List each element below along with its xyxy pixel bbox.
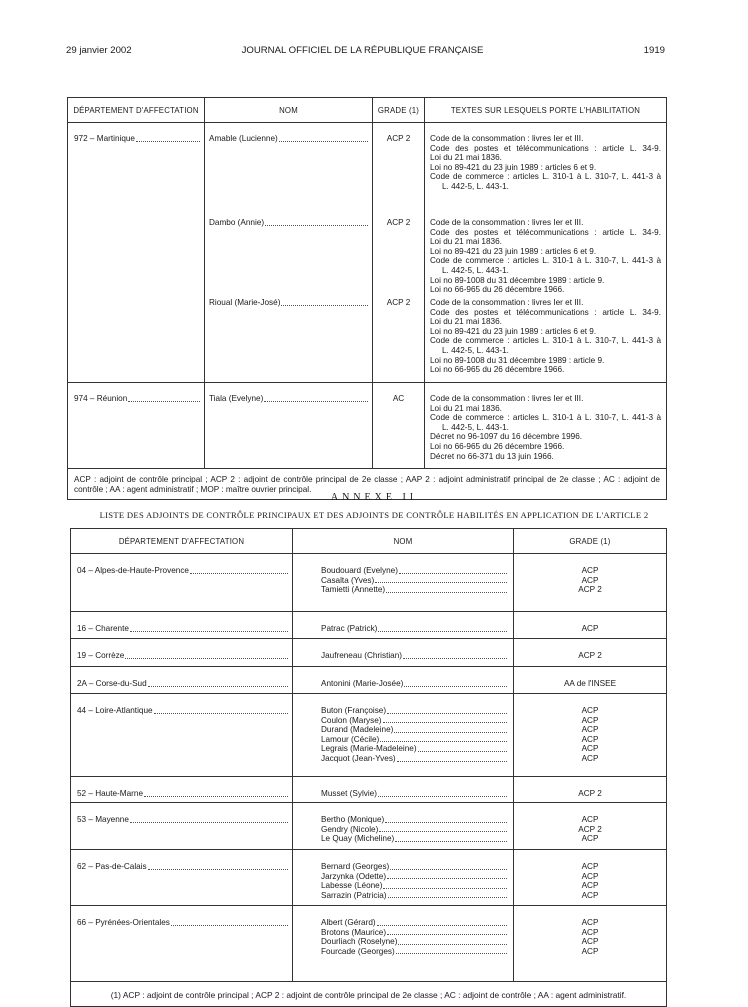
person-name: Brotons (Maurice)	[321, 927, 387, 937]
grade-cell	[373, 383, 425, 469]
table-row	[71, 850, 667, 906]
texte-line: L. 442-5, L. 443-1.	[442, 345, 509, 355]
table-header-row	[71, 529, 667, 554]
texte-line: Loi no 66-965 du 26 décembre 1966.	[430, 365, 565, 375]
person-name: Buton (Françoise)	[321, 706, 387, 715]
nom-cell	[293, 777, 514, 803]
texte-line: L. 442-5, L. 443-1.	[442, 422, 509, 432]
person-name: Jacquot (Jean-Yves)	[321, 753, 396, 763]
person-grade: ACP	[581, 815, 599, 824]
departement-label: 04 – Alpes-de-Haute-Provence	[77, 566, 189, 575]
table-row	[71, 667, 667, 694]
texte-line: Loi du 21 mai 1836.	[430, 153, 502, 163]
col-header-nom: NOM	[205, 98, 373, 123]
departement-cell	[71, 803, 293, 850]
nom-cell	[293, 694, 514, 777]
journal-title: JOURNAL OFFICIEL DE LA RÉPUBLIQUE FRANÇAISE	[241, 45, 484, 56]
grade-cell	[514, 639, 667, 667]
textes-block	[430, 134, 661, 218]
person-name: Le Quay (Micheline)	[321, 834, 395, 844]
person-grade: ACP	[581, 725, 599, 735]
person-name: Bernard (Georges)	[321, 862, 390, 871]
textes-cell	[425, 123, 667, 383]
person-grade: ACP 2	[386, 134, 411, 143]
person-name: Casalta (Yves)	[321, 575, 375, 585]
person-name: Gendry (Nicole)	[321, 824, 379, 834]
departement-label: 52 – Haute-Marne	[77, 789, 143, 798]
person-name: Jarzynka (Odette)	[321, 871, 387, 881]
person-name: Fourcade (Georges)	[321, 946, 395, 956]
departement-cell	[71, 850, 293, 906]
col-header-nom: NOM	[293, 529, 514, 554]
table-row	[71, 803, 667, 850]
texte-line: Code des postes et télécommunications : article L. 34-9.	[430, 143, 661, 153]
person-name: Coulon (Maryse)	[321, 715, 382, 725]
footnote-row	[71, 982, 667, 1007]
grade-cell	[514, 803, 667, 850]
person-grade: ACP 2	[578, 824, 602, 834]
nom-cell	[293, 554, 514, 612]
person-name: Antonini (Marie-Josée)	[321, 679, 404, 688]
grade-cell	[514, 554, 667, 612]
person-name: Dourliach (Roselyne)	[321, 937, 398, 947]
page-number: 1919	[643, 45, 665, 56]
person-grade: ACP 2	[578, 651, 602, 660]
table-row	[71, 554, 667, 612]
person-name: Tiala (Evelyne)	[209, 394, 264, 403]
departement-label: 44 – Loire-Atlantique	[77, 706, 153, 715]
person-name: Boudouard (Evelyne)	[321, 566, 398, 575]
grade-cell	[514, 667, 667, 694]
texte-line: Code des postes et télécommunications : article L. 34-9.	[430, 227, 661, 237]
col-header-textes: TEXTES SUR LESQUELS PORTE L'HABILITATION	[425, 98, 667, 123]
habilitation-table	[67, 97, 667, 500]
person-grade: ACP	[581, 937, 599, 947]
departement-cell	[71, 554, 293, 612]
departement-cell	[71, 694, 293, 777]
annexe-title: ANNEXE II	[330, 492, 418, 503]
annexe-subtitle: LISTE DES ADJOINTS DE CONTRÔLE PRINCIPAUX ET DES ADJOINTS DE CONTRÔLE HABILITÉS EN APPLICATION DE L'ARTICLE 2	[99, 510, 649, 520]
grade-cell	[514, 777, 667, 803]
texte-line: Loi no 66-965 du 26 décembre 1966.	[430, 441, 565, 451]
person-grade: ACP 2	[578, 789, 602, 798]
person-name: Amable (Lucienne)	[209, 134, 278, 143]
departement-label: 19 – Corrèze	[77, 651, 125, 660]
person-name: Lamour (Cécile)	[321, 734, 380, 744]
textes-cell	[425, 383, 667, 469]
texte-line: Loi no 89-421 du 23 juin 1989 : articles 6 et 9.	[430, 246, 597, 256]
person-name: Durand (Madeleine)	[321, 725, 394, 735]
col-header-grade: GRADE (1)	[514, 529, 667, 554]
page-header	[60, 45, 665, 59]
col-header-grade: GRADE (1)	[373, 98, 425, 123]
person-name: Jaufreneau (Christian)	[321, 651, 403, 660]
nom-cell	[293, 906, 514, 982]
person-grade: AC	[392, 394, 405, 403]
person-name: Patrac (Patrick)	[321, 624, 378, 633]
person-grade: ACP	[581, 834, 599, 844]
texte-line: Code de la consommation : livres Ier et III.	[430, 298, 584, 307]
col-header-departement: DÉPARTEMENT D'AFFECTATION	[71, 529, 293, 554]
texte-line: Code de commerce : articles L. 310-1 à L. 310-7, L. 441-3 à	[430, 172, 661, 182]
person-grade: ACP	[581, 927, 599, 937]
nom-cell	[293, 850, 514, 906]
departement-label: 16 – Charente	[77, 624, 129, 633]
table-row	[71, 639, 667, 667]
departement-label: 972 – Martinique	[74, 134, 135, 143]
texte-line: Loi no 89-421 du 23 juin 1989 : articles 6 et 9.	[430, 326, 597, 336]
table-row	[68, 123, 667, 383]
texte-line: Code des postes et télécommunications : article L. 34-9.	[430, 307, 661, 317]
texte-line: Loi du 21 mai 1836.	[430, 237, 502, 247]
person-grade: ACP	[581, 566, 599, 575]
person-grade: ACP	[581, 862, 599, 871]
departement-cell	[71, 906, 293, 982]
person-grade: ACP	[581, 881, 599, 891]
person-grade: ACP	[581, 946, 599, 956]
person-grade: ACP	[581, 918, 599, 927]
textes-block	[430, 298, 661, 382]
col-header-departement: DÉPARTEMENT D'AFFECTATION	[68, 98, 205, 123]
departement-cell	[71, 667, 293, 694]
nom-cell	[205, 123, 373, 383]
texte-line: Décret no 66-371 du 13 juin 1966.	[430, 451, 554, 461]
grade-legend-note: ACP : adjoint de contrôle principal ; ACP 2 : adjoint de contrôle principal de 2e classe ; AAP 2 : adjoint administratif principal de 2e classe ; AC : adjoint de contrôle ; AA : agent administratif ; MOP : maître ouvrier principal.	[68, 469, 667, 500]
departement-cell	[68, 383, 205, 469]
grade-cell	[514, 694, 667, 777]
header-date: 29 janvier 2002	[66, 45, 132, 56]
table-row	[71, 777, 667, 803]
adjoints-table-body	[71, 554, 667, 1007]
texte-line: Loi du 21 mai 1836.	[430, 403, 502, 413]
person-name: Labesse (Léone)	[321, 881, 383, 891]
person-grade: ACP	[581, 744, 599, 754]
texte-line: Loi no 89-1008 du 31 décembre 1989 : article 9.	[430, 355, 605, 365]
person-name: Bertho (Monique)	[321, 815, 385, 824]
grade-legend-note: (1) ACP : adjoint de contrôle principal ; ACP 2 : adjoint de contrôle principal de 2e classe ; AC : adjoint de contrôle ; AA : agent administratif.	[71, 982, 667, 1007]
texte-line: Code de commerce : articles L. 310-1 à L. 310-7, L. 441-3 à	[430, 336, 661, 346]
texte-line: Code de la consommation : livres Ier et III.	[430, 394, 584, 403]
grade-cell	[373, 123, 425, 383]
person-name: Sarrazin (Patricia)	[321, 890, 387, 900]
person-name: Rioual (Marie-José)	[209, 298, 281, 307]
nom-cell	[205, 383, 373, 469]
table-row	[68, 383, 667, 469]
table-row	[71, 612, 667, 639]
texte-line: Code de la consommation : livres Ier et III.	[430, 134, 584, 143]
person-grade: ACP	[581, 890, 599, 900]
texte-line: Décret no 96-1097 du 16 décembre 1996.	[430, 432, 583, 442]
table-row	[71, 906, 667, 982]
nom-cell	[293, 667, 514, 694]
person-grade: ACP	[581, 753, 599, 763]
departement-label: 2A – Corse-du-Sud	[77, 679, 147, 688]
departement-label: 53 – Mayenne	[77, 815, 129, 824]
grade-cell	[514, 850, 667, 906]
table-header-row	[68, 98, 667, 123]
departement-cell	[71, 612, 293, 639]
person-grade: ACP	[581, 871, 599, 881]
texte-line: Loi no 89-421 du 23 juin 1989 : articles 6 et 9.	[430, 162, 597, 172]
grade-cell	[514, 906, 667, 982]
departement-label: 62 – Pas-de-Calais	[77, 862, 147, 871]
texte-line: Code de commerce : articles L. 310-1 à L. 310-7, L. 441-3 à	[430, 256, 661, 266]
texte-line: Loi no 66-965 du 26 décembre 1966.	[430, 285, 565, 295]
person-name: Tamietti (Annette)	[321, 585, 386, 595]
person-grade: ACP	[581, 575, 599, 585]
table-row	[71, 694, 667, 777]
person-grade: ACP 2	[386, 298, 411, 307]
texte-line: Loi no 89-1008 du 31 décembre 1989 : article 9.	[430, 275, 605, 285]
person-grade: ACP	[581, 734, 599, 744]
departement-cell	[68, 123, 205, 383]
departement-label: 974 – Réunion	[74, 394, 128, 403]
departement-label: 66 – Pyrénées-Orientales	[77, 918, 170, 927]
departement-cell	[71, 639, 293, 667]
nom-cell	[293, 639, 514, 667]
texte-line: L. 442-5, L. 443-1.	[442, 265, 509, 275]
person-grade: AA de l'INSEE	[563, 679, 617, 688]
nom-cell	[293, 612, 514, 639]
person-name: Musset (Sylvie)	[321, 789, 377, 798]
departement-cell	[71, 777, 293, 803]
person-name: Dambo (Annie)	[209, 218, 265, 227]
person-grade: ACP	[581, 715, 599, 725]
person-grade: ACP	[581, 624, 599, 633]
grade-cell	[514, 612, 667, 639]
person-grade: ACP 2	[386, 218, 411, 227]
nom-cell	[293, 803, 514, 850]
texte-line: Code de commerce : articles L. 310-1 à L. 310-7, L. 441-3 à	[430, 413, 661, 423]
person-grade: ACP	[581, 706, 599, 715]
adjoints-table	[70, 528, 667, 1007]
person-grade: ACP 2	[578, 585, 602, 595]
texte-line: Code de la consommation : livres Ier et III.	[430, 218, 584, 227]
textes-block	[430, 218, 661, 298]
texte-line: Loi du 21 mai 1836.	[430, 317, 502, 327]
person-name: Legrais (Marie-Madeleine)	[321, 744, 417, 754]
texte-line: L. 442-5, L. 443-1.	[442, 181, 509, 191]
person-name: Albert (Gérard)	[321, 918, 376, 927]
